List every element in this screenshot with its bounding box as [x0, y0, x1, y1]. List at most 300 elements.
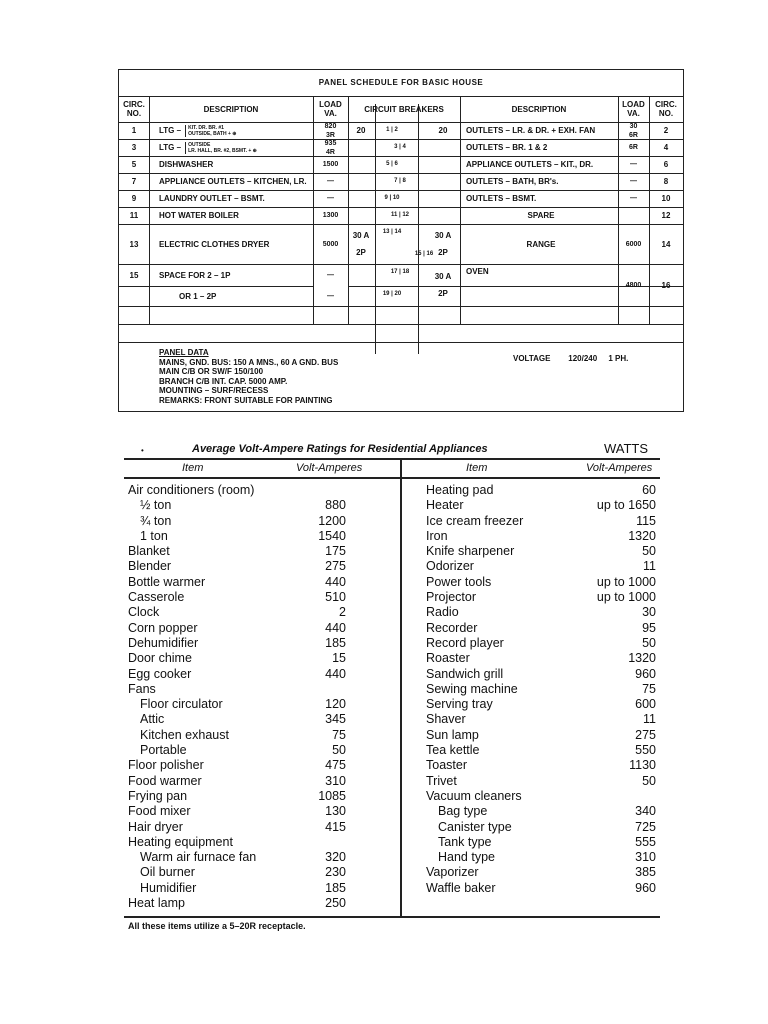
breaker-poles: 2P [438, 289, 448, 298]
item-name: Iron [426, 528, 448, 543]
load-value: 4800 [625, 281, 642, 289]
item-name: Bottle warmer [128, 574, 206, 589]
header-circuit-breakers: CIRCUIT BREAKERS [364, 104, 444, 114]
circuit-number-right: 16 [661, 280, 671, 290]
list-item [426, 682, 656, 697]
load-va-left [313, 190, 348, 207]
breaker-poles: 2P [356, 248, 366, 257]
load-va-left [313, 264, 348, 286]
list-item [128, 544, 346, 559]
list-item [426, 651, 656, 666]
list-item [426, 636, 656, 651]
item-volt-amperes: 1200 [318, 513, 346, 528]
item-name: Recorder [426, 620, 478, 635]
item-volt-amperes: 230 [325, 865, 346, 880]
breaker-slot-numbers: 13 | 14 [382, 229, 402, 235]
list-item [128, 590, 346, 605]
item-name: Tea kettle [426, 743, 480, 758]
list-item [128, 651, 346, 666]
item-name: Corn popper [128, 620, 198, 635]
circuit-number-left: 5 [131, 160, 137, 169]
list-item [426, 559, 656, 574]
item-volt-amperes: 75 [642, 681, 656, 696]
list-item [426, 590, 656, 605]
description-text: HOT WATER BOILER [159, 211, 239, 220]
item-volt-amperes: 50 [642, 773, 656, 788]
grid-vline [348, 96, 349, 324]
breaker-slot-numbers: 11 | 12 [390, 212, 410, 218]
load-va-left [313, 224, 348, 264]
list-item [128, 529, 346, 544]
item-volt-amperes: 185 [325, 880, 346, 895]
panel-data-title: PANEL DATA [159, 348, 209, 357]
item-volt-amperes: 11 [643, 559, 656, 574]
bullet-mark: • [141, 446, 144, 455]
item-name: Warm air furnace fan [140, 850, 257, 865]
breaker-value: 20 [356, 126, 366, 135]
circuit-number-right: 6 [663, 160, 669, 169]
item-name: Fans [128, 681, 156, 696]
item-name: Trivet [426, 773, 457, 788]
load-value: — [327, 178, 334, 185]
footnote: All these items utilize a 5–20R receptacle. [128, 921, 306, 931]
item-name: Dehumidifier [128, 635, 199, 650]
list-item [128, 514, 346, 529]
item-volt-amperes: 275 [635, 727, 656, 742]
load-va-left [313, 207, 348, 224]
description-text: DISHWASHER [159, 160, 214, 169]
circuit-number-right: 14 [661, 239, 671, 249]
item-volt-amperes: 250 [325, 896, 346, 911]
description-text: LAUNDRY OUTLET – BSMT. [159, 194, 265, 203]
item-volt-amperes: 415 [325, 819, 346, 834]
description-subtext: OUTSIDE LR. HALL, BR. #2, BSMT. + ⊕ [185, 142, 257, 154]
breaker-rating-right [430, 122, 456, 139]
item-name: Food warmer [128, 773, 202, 788]
item-name: Vaporizer [426, 865, 479, 880]
item-volt-amperes: 475 [325, 758, 346, 773]
item-name: Sandwich grill [426, 666, 504, 681]
circuit-description-left [159, 264, 311, 286]
circuit-number-left [119, 286, 149, 306]
load-value: — [630, 161, 637, 168]
load-va-left [313, 122, 348, 139]
item-name: Air conditioners (room) [128, 483, 255, 497]
panel-data-lines [159, 358, 683, 406]
list-item [426, 514, 656, 529]
item-name: Sewing machine [426, 681, 518, 696]
list-item [128, 835, 346, 850]
item-volt-amperes: 440 [325, 574, 346, 589]
grid-vline [460, 96, 461, 324]
load-va-left [313, 286, 348, 306]
item-name: ½ ton [140, 498, 172, 513]
load-value: — [630, 195, 637, 202]
header-circ-no-right [649, 96, 683, 122]
item-name: Knife sharpener [426, 544, 515, 559]
circuit-number-left: 13 [129, 239, 139, 249]
item-name: Kitchen exhaust [140, 727, 229, 742]
list-item [128, 697, 346, 712]
header-load-right [618, 96, 649, 122]
list-item [128, 636, 346, 651]
load-value: — [630, 178, 637, 185]
header-load-left-line: VA. [324, 109, 337, 118]
breaker-slot-numbers: 17 | 18 [390, 269, 410, 275]
item-name: Clock [128, 605, 160, 620]
item-name: Record player [426, 635, 504, 650]
item-name: Humidifier [140, 880, 197, 895]
item-volt-amperes: 1130 [629, 758, 656, 773]
grid-hline [119, 324, 683, 325]
list-item [128, 789, 346, 804]
item-volt-amperes: 175 [325, 544, 346, 559]
item-name: Frying pan [128, 788, 188, 803]
header-load-left-line: LOAD [319, 100, 342, 109]
load-value: 1500 [322, 161, 339, 168]
item-volt-amperes: 960 [635, 666, 656, 681]
circuit-description-right: OVEN [466, 267, 489, 276]
load-value: 30 [629, 122, 638, 130]
list-item [128, 758, 346, 773]
item-name: Casserole [128, 590, 185, 605]
item-volt-amperes: 310 [635, 850, 656, 865]
item-name: Blanket [128, 544, 170, 559]
load-value: 3R [326, 131, 335, 139]
list-item [128, 743, 346, 758]
description-subtext: KIT. DR. BR. #1 OUTSIDE, BATH + ⊕ [185, 125, 236, 137]
item-volt-amperes: 550 [635, 743, 656, 758]
list-item [128, 682, 346, 697]
load-va-right [618, 156, 649, 173]
list-item [426, 865, 656, 880]
load-va-right [618, 224, 649, 264]
circuit-number-left: 3 [131, 143, 137, 152]
list-item [128, 559, 346, 574]
circuit-description-left [159, 173, 311, 190]
item-volt-amperes: 960 [635, 880, 656, 895]
description-text: ELECTRIC CLOTHES DRYER [159, 239, 270, 249]
item-name: Hair dryer [128, 819, 183, 834]
voltage-value: 120/240 [568, 354, 598, 363]
item-volt-amperes: 120 [325, 697, 346, 712]
list-item [128, 820, 346, 835]
item-name: Sun lamp [426, 727, 479, 742]
load-va-right [618, 122, 649, 139]
item-volt-amperes: 600 [635, 697, 656, 712]
breaker-slot-numbers: 19 | 20 [382, 291, 402, 297]
item-name: Heating pad [426, 483, 494, 497]
breaker-rating-right [430, 264, 456, 306]
header-description-right: DESCRIPTION [511, 104, 567, 114]
item-volt-amperes: 510 [325, 590, 346, 605]
list-item [426, 483, 656, 498]
column-divider [400, 459, 402, 916]
header-description-left: DESCRIPTION [203, 104, 259, 114]
item-volt-amperes: 50 [642, 635, 656, 650]
item-volt-amperes: 345 [325, 712, 346, 727]
load-va-right [618, 264, 649, 306]
circuit-description-left [159, 190, 311, 207]
header-load-right-line: LOAD [622, 100, 645, 109]
header-circ-no-left-line: NO. [126, 109, 142, 118]
item-volt-amperes: 385 [635, 865, 656, 880]
item-volt-amperes: 2 [339, 605, 346, 620]
list-item [128, 605, 346, 620]
load-va-right [618, 139, 649, 156]
list-item [426, 605, 656, 620]
load-va-left [313, 139, 348, 156]
voltage-label: VOLTAGE [513, 354, 551, 363]
panel-data-line: REMARKS: FRONT SUITABLE FOR PAINTING [159, 395, 333, 405]
panel-data-line: MAIN C/B OR SW/F 150/100 [159, 367, 264, 376]
header-load-right-line: VA. [627, 109, 640, 118]
list-item [128, 804, 346, 819]
item-volt-amperes: 1085 [318, 788, 346, 803]
list-item [128, 850, 346, 865]
panel-data-line: MOUNTING – SURF/RECESS [159, 386, 269, 395]
load-va-right [618, 173, 649, 190]
item-name: Serving tray [426, 697, 493, 712]
description-text: LTG – [159, 143, 182, 152]
item-volt-amperes: 440 [325, 620, 346, 635]
panel-schedule [118, 69, 684, 412]
list-item [128, 667, 346, 682]
circuit-description-right: SPARE [527, 211, 555, 220]
circuit-description-left [159, 122, 311, 139]
left-column [128, 483, 346, 911]
item-volt-amperes: 11 [643, 712, 656, 727]
item-name: Heater [426, 498, 464, 513]
list-item [128, 575, 346, 590]
panel-data [119, 342, 683, 411]
item-volt-amperes: 880 [325, 498, 346, 513]
circuit-number-left: 1 [131, 126, 137, 135]
circuit-description-left [159, 156, 311, 173]
item-name: Heating equipment [128, 834, 233, 849]
circuit-description-left [159, 139, 311, 156]
item-name: Floor polisher [128, 758, 204, 773]
list-item [426, 728, 656, 743]
item-volt-amperes: 95 [642, 620, 656, 635]
header-circ-no-right-line: CIRC. [655, 100, 677, 109]
col-header-item-left: Item [182, 462, 204, 474]
item-name: Portable [140, 743, 187, 758]
item-name: Ice cream freezer [426, 513, 524, 528]
item-name: Tank type [438, 834, 492, 849]
list-item [426, 697, 656, 712]
list-item [128, 712, 346, 727]
load-value: 5000 [322, 240, 339, 248]
item-name: Oil burner [140, 865, 195, 880]
item-volt-amperes: 320 [325, 850, 346, 865]
circuit-number-right: 12 [661, 211, 671, 220]
list-item [128, 498, 346, 513]
item-name: Radio [426, 605, 459, 620]
circuit-description-right: OUTLETS – BSMT. [466, 194, 537, 203]
load-value: — [327, 195, 334, 202]
item-volt-amperes: 725 [635, 819, 656, 834]
item-volt-amperes: up to 1000 [596, 574, 656, 589]
item-volt-amperes: 440 [325, 666, 346, 681]
ratings-title: Average Volt-Ampere Ratings for Residential Appliances [192, 443, 488, 455]
item-name: Power tools [426, 574, 492, 589]
item-name: Bag type [438, 804, 488, 819]
breaker-slot-numbers: 15 | 16 [414, 251, 434, 257]
circuit-number-left: 9 [131, 194, 137, 203]
col-header-item-right: Item [466, 462, 488, 474]
breaker-slot-numbers: 7 | 8 [394, 178, 406, 184]
breaker-rating-right [430, 224, 456, 264]
item-volt-amperes: 50 [332, 743, 346, 758]
item-name: Toaster [426, 758, 467, 773]
item-volt-amperes: 1540 [318, 528, 346, 543]
item-volt-amperes: 115 [636, 513, 656, 528]
item-name: Blender [128, 559, 172, 574]
item-name: Canister type [438, 819, 512, 834]
voltage-line [513, 354, 628, 363]
list-item [426, 529, 656, 544]
list-item [128, 881, 346, 896]
list-item [426, 712, 656, 727]
load-va-right [618, 207, 649, 224]
col-header-va-right: Volt-Amperes [586, 462, 653, 474]
item-name: Attic [140, 712, 165, 727]
circuit-description-right: RANGE [526, 239, 556, 249]
panel-data-line: BRANCH C/B INT. CAP. 5000 AMP. [159, 376, 288, 386]
breaker-rating-left [350, 224, 372, 264]
item-volt-amperes: up to 1650 [596, 498, 656, 513]
header-rule [124, 477, 660, 479]
grid-vline [149, 96, 150, 324]
load-value: 820 [324, 122, 337, 130]
load-va-left [313, 173, 348, 190]
load-value: 6R [629, 131, 638, 139]
item-name: Odorizer [426, 559, 474, 574]
circuit-number-right: 2 [663, 126, 669, 135]
circuit-description-right: APPLIANCE OUTLETS – KIT., DR. [466, 160, 594, 169]
breaker-slot-numbers: 3 | 4 [394, 144, 406, 150]
header-load-left [313, 96, 348, 122]
item-volt-amperes: 555 [635, 834, 656, 849]
circuit-number-left: 7 [131, 177, 137, 186]
panel-title: PANEL SCHEDULE FOR BASIC HOUSE [119, 70, 683, 97]
item-name: Shaver [426, 712, 466, 727]
list-item [426, 789, 656, 804]
item-name: Door chime [128, 651, 192, 666]
load-va-right [618, 190, 649, 207]
load-value: 4R [326, 148, 335, 156]
item-name: Projector [426, 590, 477, 605]
description-text: SPACE FOR 2 – 1P [159, 270, 231, 280]
item-name: Vacuum cleaners [426, 788, 522, 803]
circuit-description-right: OUTLETS – LR. & DR. + EXH. FAN [466, 126, 596, 135]
list-item [426, 820, 656, 835]
item-volt-amperes: 75 [332, 727, 346, 742]
col-header-va-left: Volt-Amperes [296, 462, 363, 474]
list-item [128, 483, 346, 498]
panel-data-line: MAINS, GND. BUS: 150 A MNS., 60 A GND. BUS [159, 357, 339, 367]
list-item [128, 896, 346, 911]
breaker-rating-left [350, 122, 372, 139]
breaker-value: 30 A [434, 272, 452, 281]
item-name: Floor circulator [140, 697, 223, 712]
header-circ-no-left [119, 96, 149, 122]
breaker-value: 30 A [434, 231, 452, 240]
item-name: Egg cooker [128, 666, 192, 681]
item-volt-amperes: 130 [325, 804, 346, 819]
list-item [426, 498, 656, 513]
item-volt-amperes: 310 [325, 773, 346, 788]
list-item [128, 728, 346, 743]
item-volt-amperes: 185 [325, 635, 346, 650]
list-item [426, 850, 656, 865]
circuit-number-left: 11 [129, 211, 139, 220]
circuit-description-left [159, 224, 311, 264]
item-name: Hand type [438, 850, 495, 865]
breaker-value: 20 [438, 126, 448, 135]
circuit-description-left [159, 207, 311, 224]
grid-hline [119, 306, 683, 307]
phase: 1 PH. [608, 354, 629, 363]
item-name: ¾ ton [140, 513, 172, 528]
list-item [426, 758, 656, 773]
circuit-description-right: OUTLETS – BATH, BR's. [466, 177, 559, 186]
list-item [426, 575, 656, 590]
list-item [426, 544, 656, 559]
list-item [426, 621, 656, 636]
right-column [426, 483, 656, 896]
list-item [128, 774, 346, 789]
item-name: Food mixer [128, 804, 191, 819]
item-name: Heat lamp [128, 896, 185, 911]
item-volt-amperes: 1320 [628, 651, 656, 666]
list-item [426, 881, 656, 896]
item-volt-amperes: up to 1000 [596, 590, 656, 605]
header-circ-no-left-line: CIRC. [123, 100, 145, 109]
load-value: — [327, 292, 334, 300]
breaker-poles: 2P [438, 248, 448, 257]
circuit-description-right: OUTLETS – BR. 1 & 2 [466, 143, 548, 152]
bottom-rule [124, 916, 660, 918]
load-value: 935 [324, 139, 337, 147]
description-text: LTG – [159, 126, 182, 135]
item-name: 1 ton [140, 528, 168, 543]
circuit-number-right: 8 [663, 177, 669, 186]
item-name: Roaster [426, 651, 470, 666]
breaker-slot-numbers: 5 | 6 [386, 161, 398, 167]
item-volt-amperes: 50 [642, 544, 656, 559]
description-text: APPLIANCE OUTLETS – KITCHEN, LR. [159, 177, 307, 186]
load-value: 6000 [625, 240, 642, 248]
item-volt-amperes: 30 [642, 605, 656, 620]
breaker-value: 30 A [352, 231, 370, 240]
circuit-number-right: 4 [663, 143, 669, 152]
list-item [426, 743, 656, 758]
circuit-description-left [159, 286, 311, 306]
circuit-number-left: 15 [129, 270, 139, 280]
load-value: — [327, 271, 334, 279]
list-item [128, 865, 346, 880]
item-volt-amperes: 60 [642, 483, 656, 497]
item-volt-amperes: 275 [325, 559, 346, 574]
item-name: Waffle baker [426, 880, 496, 895]
top-rule [124, 458, 660, 460]
load-value: 1300 [322, 212, 339, 219]
list-item [426, 804, 656, 819]
list-item [128, 621, 346, 636]
header-circ-no-right-line: NO. [658, 109, 674, 118]
